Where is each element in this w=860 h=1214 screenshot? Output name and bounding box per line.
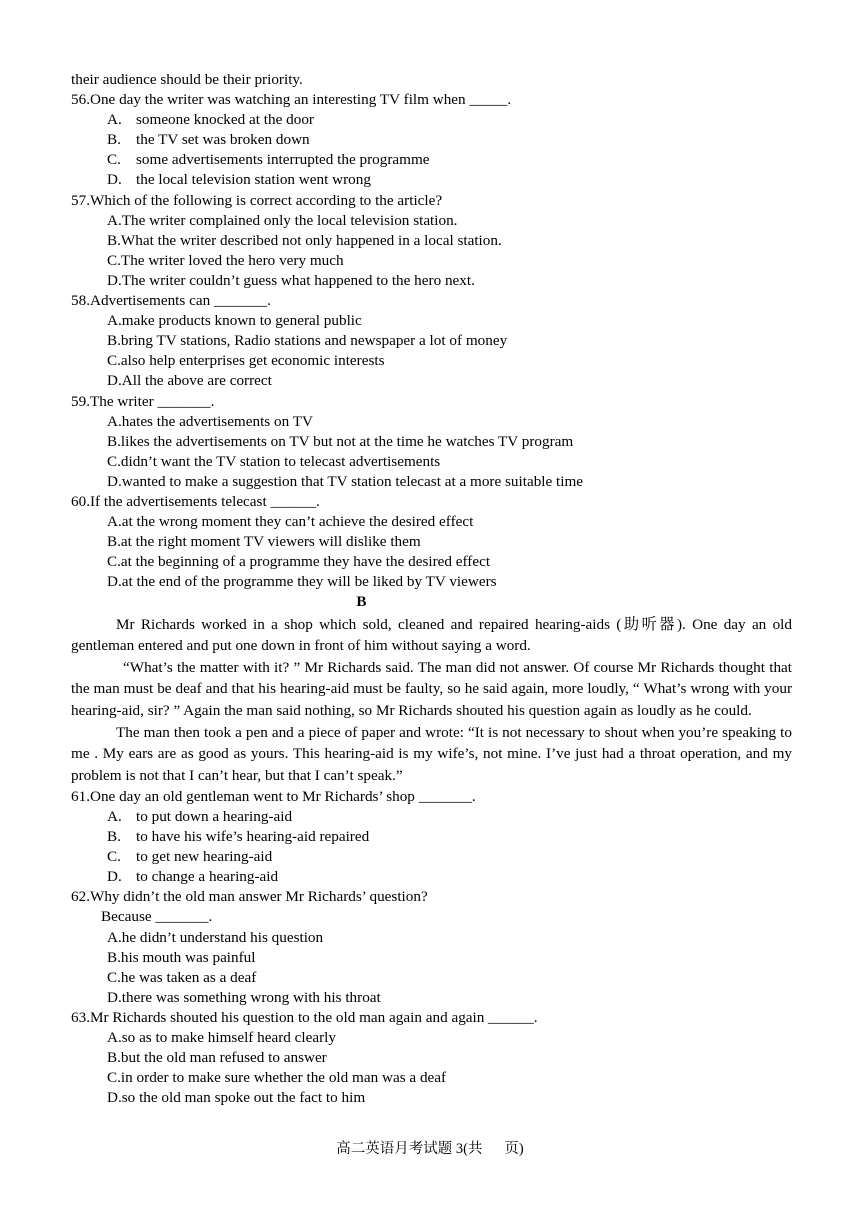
option-text: the TV set was broken down xyxy=(136,131,310,149)
passage-paragraph-1: Mr Richards worked in a shop which sold, cleaned and repaired hearing-aids (助听器). One day an old gentleman entered and put one down in front of him without saying a word. xyxy=(71,615,792,654)
option-letter: C. xyxy=(107,151,121,169)
q56-option-c xyxy=(71,150,792,170)
q57-option-b: B.What the writer described not only happened in a local station. xyxy=(107,231,502,249)
q57-option-a: A.The writer complained only the local television station. xyxy=(107,211,458,229)
q62-because-line: Because _______. xyxy=(101,908,213,926)
q63-option-a: A.so as to make himself heard clearly xyxy=(107,1029,336,1047)
q61-option-b xyxy=(71,827,792,847)
option-text: to change a hearing-aid xyxy=(136,868,279,886)
q60-option-d: D.at the end of the programme they will be liked by TV viewers xyxy=(107,573,497,591)
q61-option-a xyxy=(71,807,792,827)
q56-option-a xyxy=(71,110,792,130)
footer-left: 高二英语月考试题 3(共 xyxy=(336,1141,483,1157)
q61-option-d xyxy=(71,867,792,887)
q60-option-b: B.at the right moment TV viewers will dislike them xyxy=(107,533,421,551)
option-letter: B. xyxy=(107,131,121,149)
question-62-stem: 62.Why didn’t the old man answer Mr Richards’ question? xyxy=(71,888,428,906)
page-footer xyxy=(0,1137,860,1158)
q60-option-a: A.at the wrong moment they can’t achieve the desired effect xyxy=(107,513,474,531)
question-61-stem: 61.One day an old gentleman went to Mr Richards’ shop _______. xyxy=(71,787,476,805)
option-text: to put down a hearing-aid xyxy=(136,808,293,825)
continuation-line: their audience should be their priority. xyxy=(71,71,303,88)
q57-option-c: C.The writer loved the hero very much xyxy=(107,251,344,269)
q61-option-c xyxy=(71,847,792,867)
question-60-stem: 60.If the advertisements telecast ______. xyxy=(71,492,320,510)
q62-option-b: B.his mouth was painful xyxy=(107,948,256,966)
question-57-stem: 57.Which of the following is correct according to the article? xyxy=(71,191,443,209)
option-letter: B. xyxy=(107,828,121,846)
q58-option-d: D.All the above are correct xyxy=(107,372,272,390)
q63-option-b: B.but the old man refused to answer xyxy=(107,1049,327,1067)
option-text: to have his wife’s hearing-aid repaired xyxy=(136,828,370,846)
footer-right: 页) xyxy=(504,1141,524,1157)
question-58-stem: 58.Advertisements can _______. xyxy=(71,292,271,310)
q59-option-d: D.wanted to make a suggestion that TV station telecast at a more suitable time xyxy=(107,472,584,490)
q56-option-d xyxy=(71,170,792,190)
q60-option-c: C.at the beginning of a programme they have the desired effect xyxy=(107,553,491,571)
option-letter: A. xyxy=(107,111,122,129)
option-text: the local television station went wrong xyxy=(136,171,371,189)
q56-option-b xyxy=(71,130,792,150)
option-letter: D. xyxy=(107,171,122,189)
q58-option-c: C.also help enterprises get economic interests xyxy=(107,352,385,370)
question-63-stem: 63.Mr Richards shouted his question to the old man again and again ______. xyxy=(71,1008,538,1026)
q62-option-a: A.he didn’t understand his question xyxy=(107,928,324,946)
q59-option-a: A.hates the advertisements on TV xyxy=(107,412,313,430)
q62-option-d: D.there was something wrong with his throat xyxy=(107,988,381,1006)
q62-option-c: C.he was taken as a deaf xyxy=(107,968,257,986)
q59-option-b: B.likes the advertisements on TV but not at the time he watches TV program xyxy=(107,432,574,450)
option-text: to get new hearing-aid xyxy=(136,848,273,866)
question-59-stem: 59.The writer _______. xyxy=(71,392,215,410)
section-b-heading: B xyxy=(356,593,367,611)
q57-option-d: D.The writer couldn’t guess what happened to the hero next. xyxy=(107,271,475,289)
question-56-stem: 56.One day the writer was watching an interesting TV film when _____. xyxy=(71,91,512,109)
passage-paragraph-3: The man then took a pen and a piece of paper and wrote: “It is not necessary to shout when you’re speaking to me . My ears are as good as yours. This hearing-aid is my wife’s, not mine. I’ve just had a throat operation, and my problem is not that I can’t hear, but that I can’t speak.” xyxy=(71,724,792,784)
q63-option-d: D.so the old man spoke out the fact to him xyxy=(107,1089,366,1107)
exam-page-content xyxy=(71,70,792,1108)
q59-option-c: C.didn’t want the TV station to telecast advertisements xyxy=(107,452,441,470)
q58-option-b: B.bring TV stations, Radio stations and newspaper a lot of money xyxy=(107,332,508,350)
q63-option-c: C.in order to make sure whether the old man was a deaf xyxy=(107,1069,447,1087)
option-text: some advertisements interrupted the programme xyxy=(136,151,430,169)
option-letter: D. xyxy=(107,868,122,886)
option-text: someone knocked at the door xyxy=(136,111,314,129)
passage-paragraph-2: “What’s the matter with it? ” Mr Richards said. The man did not answer. Of course Mr Richards thought that the man must be deaf and that his hearing-aid must be faulty, so he said again, more loudly, “ What’s wrong with your hearing-aid, sir? ” Again the man said nothing, so Mr Richards shouted his question again as loudly as he could. xyxy=(71,659,792,719)
option-letter: A. xyxy=(107,808,122,825)
q58-option-a: A.make products known to general public xyxy=(107,312,362,330)
option-letter: C. xyxy=(107,848,121,866)
